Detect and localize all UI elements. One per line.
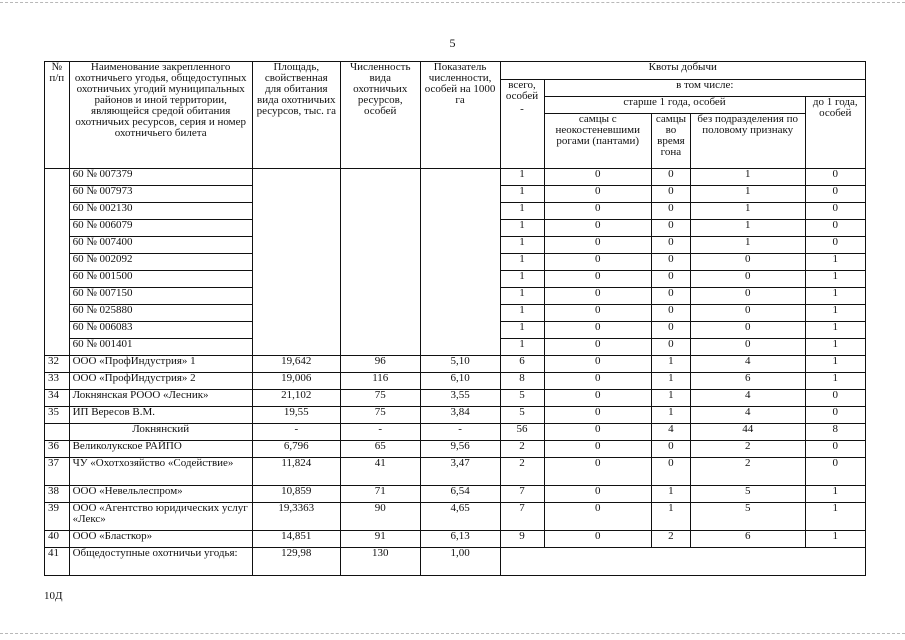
cell-index: 6,10 <box>420 373 500 390</box>
cell-males-season: 0 <box>651 186 690 203</box>
cell-total: 7 <box>500 486 544 503</box>
cell-no-sex: 6 <box>690 373 805 390</box>
table-row <box>45 373 866 390</box>
cell-under-one: 0 <box>805 203 865 220</box>
cell-name: Общедоступные охотничьи угодья: <box>69 548 252 576</box>
cell-area: 19,55 <box>252 407 340 424</box>
cell-males-season: 2 <box>651 531 690 548</box>
cell-no-sex: 0 <box>690 305 805 322</box>
cell-quotas-empty <box>500 548 866 576</box>
cell-index: 5,10 <box>420 356 500 373</box>
cell-area: 14,851 <box>252 531 340 548</box>
cell-index: 6,13 <box>420 531 500 548</box>
cell-no-sex: 1 <box>690 220 805 237</box>
cell-no-sex: 5 <box>690 486 805 503</box>
cell-ticket-number: 60 № 007379 <box>69 169 252 186</box>
cell-no-sex: 6 <box>690 531 805 548</box>
col-header-males-antlers: самцы с неокостеневшими рогами (пантами) <box>544 114 651 169</box>
cell-males-season: 0 <box>651 441 690 458</box>
col-header-older: старше 1 года, особей <box>544 97 805 114</box>
cell-total: 1 <box>500 220 544 237</box>
cell-area <box>252 169 340 356</box>
cell-index: 3,55 <box>420 390 500 407</box>
cell-total: 1 <box>500 271 544 288</box>
cell-under-one: 1 <box>805 503 865 531</box>
cell-no-sex: 4 <box>690 390 805 407</box>
cell-under-one: 1 <box>805 356 865 373</box>
cell-males-season: 1 <box>651 390 690 407</box>
cell-males-antlers: 0 <box>544 441 651 458</box>
page-bottom-edge <box>0 633 905 634</box>
cell-count: 41 <box>340 458 420 486</box>
cell-males-antlers: 0 <box>544 288 651 305</box>
cell-num <box>45 169 70 356</box>
cell-males-season: 0 <box>651 169 690 186</box>
cell-num: 34 <box>45 390 70 407</box>
cell-total: 5 <box>500 390 544 407</box>
cell-males-season: 1 <box>651 486 690 503</box>
cell-area: 19,006 <box>252 373 340 390</box>
cell-area: 6,796 <box>252 441 340 458</box>
cell-no-sex: 2 <box>690 441 805 458</box>
cell-count: 96 <box>340 356 420 373</box>
cell-num: 32 <box>45 356 70 373</box>
cell-males-antlers: 0 <box>544 531 651 548</box>
cell-name: Локнянская РООО «Лесник» <box>69 390 252 407</box>
cell-under-one: 1 <box>805 373 865 390</box>
cell-name: ООО «Бласткор» <box>69 531 252 548</box>
table-row <box>45 407 866 424</box>
cell-males-season: 0 <box>651 254 690 271</box>
cell-area: 21,102 <box>252 390 340 407</box>
cell-num: 35 <box>45 407 70 424</box>
cell-ticket-number: 60 № 002092 <box>69 254 252 271</box>
cell-name: ЧУ «Охотхозяйство «Содействие» <box>69 458 252 486</box>
cell-area: - <box>252 424 340 441</box>
col-header-total-mark: - <box>520 103 524 115</box>
table-row <box>45 356 866 373</box>
cell-total: 1 <box>500 322 544 339</box>
col-header-count: Численность вида охотничьих ресурсов, особей <box>340 62 420 169</box>
cell-under-one: 8 <box>805 424 865 441</box>
cell-total: 2 <box>500 441 544 458</box>
cell-ticket-number: 60 № 007400 <box>69 237 252 254</box>
cell-males-antlers: 0 <box>544 254 651 271</box>
cell-subtotal-name: Локнянский <box>69 424 252 441</box>
cell-males-antlers: 0 <box>544 356 651 373</box>
cell-area: 11,824 <box>252 458 340 486</box>
cell-no-sex: 0 <box>690 339 805 356</box>
cell-no-sex: 44 <box>690 424 805 441</box>
table-row <box>45 458 866 486</box>
cell-males-antlers: 0 <box>544 339 651 356</box>
cell-under-one: 1 <box>805 271 865 288</box>
cell-males-antlers: 0 <box>544 220 651 237</box>
cell-males-season: 1 <box>651 407 690 424</box>
cell-name: ИП Вересов В.М. <box>69 407 252 424</box>
cell-index: - <box>420 424 500 441</box>
cell-num: 36 <box>45 441 70 458</box>
cell-total: 56 <box>500 424 544 441</box>
cell-males-antlers: 0 <box>544 186 651 203</box>
cell-count: 130 <box>340 548 420 576</box>
cell-no-sex: 4 <box>690 407 805 424</box>
cell-num: 33 <box>45 373 70 390</box>
cell-count: 71 <box>340 486 420 503</box>
cell-total: 1 <box>500 203 544 220</box>
cell-no-sex: 0 <box>690 254 805 271</box>
cell-no-sex: 0 <box>690 288 805 305</box>
cell-total: 1 <box>500 339 544 356</box>
cell-count: 91 <box>340 531 420 548</box>
cell-num: 40 <box>45 531 70 548</box>
col-header-males-season: самцы во время гона <box>651 114 690 169</box>
cell-males-antlers: 0 <box>544 390 651 407</box>
col-header-under-one: до 1 года, особей <box>805 97 865 169</box>
cell-males-season: 0 <box>651 203 690 220</box>
cell-under-one: 1 <box>805 288 865 305</box>
cell-total: 2 <box>500 458 544 486</box>
cell-ticket-number: 60 № 002130 <box>69 203 252 220</box>
col-header-including: в том числе: <box>544 80 865 97</box>
cell-no-sex: 5 <box>690 503 805 531</box>
cell-no-sex: 1 <box>690 237 805 254</box>
cell-under-one: 0 <box>805 407 865 424</box>
cell-males-season: 0 <box>651 458 690 486</box>
cell-total: 5 <box>500 407 544 424</box>
cell-total: 1 <box>500 169 544 186</box>
table-row <box>45 390 866 407</box>
col-header-num: № п/п <box>45 62 70 169</box>
cell-ticket-number: 60 № 007973 <box>69 186 252 203</box>
cell-under-one: 1 <box>805 486 865 503</box>
cell-count: 75 <box>340 390 420 407</box>
cell-under-one: 1 <box>805 254 865 271</box>
cell-no-sex: 0 <box>690 322 805 339</box>
subtotal-row <box>45 424 866 441</box>
cell-males-antlers: 0 <box>544 305 651 322</box>
cell-males-season: 0 <box>651 288 690 305</box>
cell-males-antlers: 0 <box>544 373 651 390</box>
cell-index: 4,65 <box>420 503 500 531</box>
quota-table <box>44 61 866 576</box>
cell-index: 6,54 <box>420 486 500 503</box>
cell-area: 19,642 <box>252 356 340 373</box>
cell-total: 8 <box>500 373 544 390</box>
cell-males-season: 0 <box>651 271 690 288</box>
col-header-total-label: всего, особей <box>505 79 539 102</box>
cell-males-antlers: 0 <box>544 237 651 254</box>
cell-area: 19,3363 <box>252 503 340 531</box>
cell-count: 65 <box>340 441 420 458</box>
cell-ticket-number: 60 № 007150 <box>69 288 252 305</box>
cell-num: 37 <box>45 458 70 486</box>
cell-area: 10,859 <box>252 486 340 503</box>
page-top-edge <box>0 2 905 3</box>
cell-males-season: 1 <box>651 373 690 390</box>
cell-males-antlers: 0 <box>544 407 651 424</box>
cell-under-one: 0 <box>805 441 865 458</box>
cell-name: ООО «Невельлеспром» <box>69 486 252 503</box>
cell-num: 39 <box>45 503 70 531</box>
ticket-row <box>45 169 866 186</box>
cell-males-antlers: 0 <box>544 169 651 186</box>
cell-males-season: 0 <box>651 322 690 339</box>
cell-count: 90 <box>340 503 420 531</box>
cell-name: ООО «ПрофИндустрия» 1 <box>69 356 252 373</box>
cell-num: 41 <box>45 548 70 576</box>
cell-count: 75 <box>340 407 420 424</box>
cell-no-sex: 4 <box>690 356 805 373</box>
cell-index: 3,84 <box>420 407 500 424</box>
cell-under-one: 0 <box>805 220 865 237</box>
cell-males-antlers: 0 <box>544 424 651 441</box>
cell-ticket-number: 60 № 006083 <box>69 322 252 339</box>
col-header-no-sex: без подразделения по половому признаку <box>690 114 805 169</box>
last-row <box>45 548 866 576</box>
cell-males-antlers: 0 <box>544 203 651 220</box>
cell-no-sex: 1 <box>690 186 805 203</box>
col-header-quotas: Квоты добычи <box>500 62 866 80</box>
cell-under-one: 1 <box>805 339 865 356</box>
cell-total: 1 <box>500 305 544 322</box>
col-header-name: Наименование закрепленного охотничьего угодья, общедоступных охотничьих угодий муниципальных районов и иной территории, являющейся средой обитания охотничьих ресурсов, серия и номер охотничьего билета <box>69 62 252 169</box>
cell-under-one: 1 <box>805 531 865 548</box>
cell-males-season: 0 <box>651 305 690 322</box>
cell-no-sex: 1 <box>690 203 805 220</box>
cell-males-season: 0 <box>651 339 690 356</box>
cell-area: 129,98 <box>252 548 340 576</box>
cell-count: - <box>340 424 420 441</box>
cell-total: 1 <box>500 254 544 271</box>
cell-no-sex: 0 <box>690 271 805 288</box>
table-row <box>45 503 866 531</box>
cell-count: 116 <box>340 373 420 390</box>
cell-total: 7 <box>500 503 544 531</box>
cell-no-sex: 2 <box>690 458 805 486</box>
cell-ticket-number: 60 № 006079 <box>69 220 252 237</box>
cell-under-one: 1 <box>805 305 865 322</box>
cell-total: 6 <box>500 356 544 373</box>
cell-name: Великолукское РАЙПО <box>69 441 252 458</box>
cell-ticket-number: 60 № 001500 <box>69 271 252 288</box>
page-number: 5 <box>449 36 456 50</box>
col-header-area: Площадь, свойственная для обитания вида охотничьих ресурсов, тыс. га <box>252 62 340 169</box>
cell-num <box>45 424 70 441</box>
cell-num: 38 <box>45 486 70 503</box>
cell-under-one: 1 <box>805 322 865 339</box>
cell-males-antlers: 0 <box>544 486 651 503</box>
cell-ticket-number: 60 № 025880 <box>69 305 252 322</box>
cell-males-season: 4 <box>651 424 690 441</box>
cell-males-antlers: 0 <box>544 322 651 339</box>
cell-ticket-number: 60 № 001401 <box>69 339 252 356</box>
table-row <box>45 441 866 458</box>
cell-index: 9,56 <box>420 441 500 458</box>
cell-under-one: 0 <box>805 186 865 203</box>
col-header-total <box>500 80 544 169</box>
cell-under-one: 0 <box>805 237 865 254</box>
footer-code: 10Д <box>44 590 63 602</box>
cell-name: ООО «ПрофИндустрия» 2 <box>69 373 252 390</box>
cell-index: 3,47 <box>420 458 500 486</box>
cell-total: 1 <box>500 237 544 254</box>
cell-males-season: 0 <box>651 237 690 254</box>
cell-males-season: 0 <box>651 220 690 237</box>
cell-males-season: 1 <box>651 356 690 373</box>
table-row <box>45 486 866 503</box>
cell-name: ООО «Агентство юридических услуг «Лекс» <box>69 503 252 531</box>
cell-under-one: 0 <box>805 169 865 186</box>
cell-count <box>340 169 420 356</box>
cell-males-antlers: 0 <box>544 271 651 288</box>
cell-total: 1 <box>500 186 544 203</box>
cell-index: 1,00 <box>420 548 500 576</box>
cell-males-antlers: 0 <box>544 503 651 531</box>
cell-no-sex: 1 <box>690 169 805 186</box>
cell-males-season: 1 <box>651 503 690 531</box>
cell-total: 9 <box>500 531 544 548</box>
header-row-1 <box>45 62 866 80</box>
cell-under-one: 0 <box>805 458 865 486</box>
cell-index <box>420 169 500 356</box>
cell-under-one: 0 <box>805 390 865 407</box>
table-row <box>45 531 866 548</box>
col-header-index: Показатель численности, особей на 1000 га <box>420 62 500 169</box>
cell-total: 1 <box>500 288 544 305</box>
cell-males-antlers: 0 <box>544 458 651 486</box>
